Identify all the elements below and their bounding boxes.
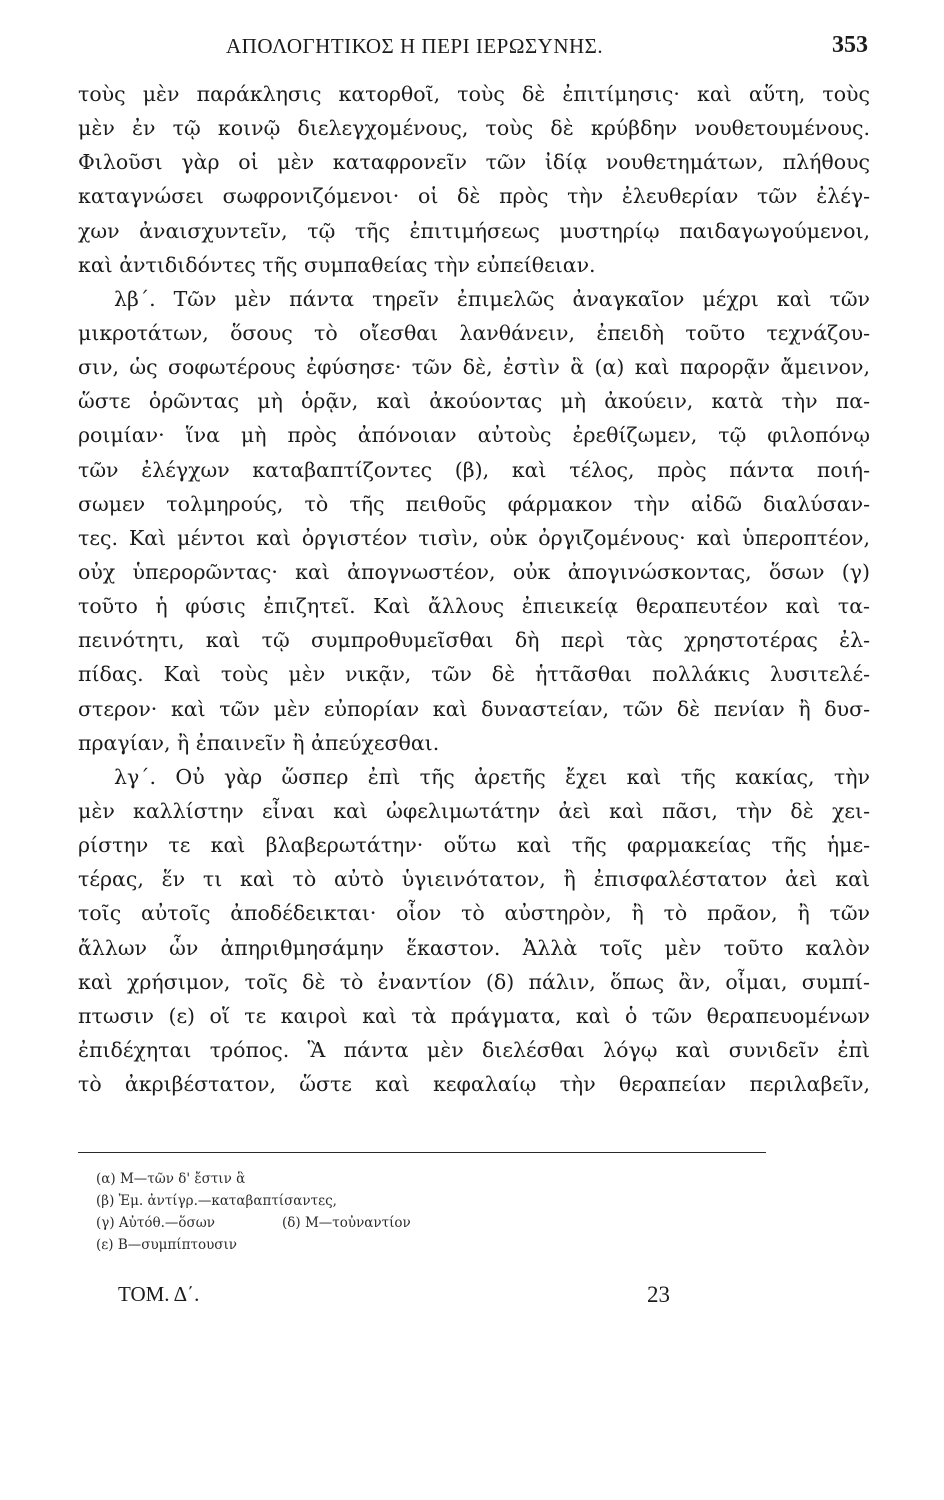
text-line: τες. Καὶ μέντοι καὶ ὀργιστέον τισὶν, οὐκ ὀργιζομένους· καὶ ὑπεροπτέον, xyxy=(78,525,870,550)
body-text xyxy=(78,77,870,1101)
text-line: καταγνώσει σωφρονιζόμενοι· οἱ δὲ πρὸς τὴν ἐλευθερίαν τῶν ἐλέγ- xyxy=(78,184,870,209)
text-line: τοῦτο ἡ φύσις ἐπιζητεῖ. Καὶ ἄλλους ἐπιεικείᾳ θεραπευτέον καὶ τα- xyxy=(78,594,870,619)
text-line: πτωσιν (ε) οἵ τε καιροὶ καὶ τὰ πράγματα, καὶ ὁ τῶν θεραπευομένων xyxy=(78,1003,870,1028)
volume-signature: ΤΟΜ. Δ΄. xyxy=(118,1282,200,1306)
text-line: ρίστην τε καὶ βλαβερωτάτην· οὕτω καὶ τῆς φαρμακείας τῆς ἡμε- xyxy=(78,833,870,858)
page-number: 353 xyxy=(832,32,868,58)
text-line: τέρας, ἕν τι καὶ τὸ αὐτὸ ὑγιεινότατον, ἢ ἐπισφαλέστατον ἀεὶ καὶ xyxy=(78,867,870,892)
text-line: σωμεν τολμηρούς, τὸ τῆς πειθοῦς φάρμακον τὴν αἰδῶ διαλύσαν- xyxy=(78,491,870,516)
footnote-rule xyxy=(78,1152,766,1153)
running-title: ΑΠΟΛΟΓΗΤΙΚΟΣ Η ΠΕΡΙ ΙΕΡΩΣΥΝΗΣ. xyxy=(226,34,604,58)
text-line: στερον· καὶ τῶν μὲν εὐπορίαν καὶ δυναστείαν, τῶν δὲ πενίαν ἢ δυσ- xyxy=(78,696,870,721)
text-line: ἐπιδέχηται τρόπος. Ἃ πάντα μὲν διελέσθαι λόγῳ καὶ συνιδεῖν ἐπὶ xyxy=(78,1037,870,1062)
section-start-line: λβ΄. Τῶν μὲν πάντα τηρεῖν ἐπιμελῶς ἀναγκαῖον μέχρι καὶ τῶν xyxy=(114,286,870,311)
page-footer xyxy=(118,1282,670,1316)
text-line: ἄλλων ὧν ἀπηριθμησάμην ἕκαστον. Ἀλλὰ τοῖς μὲν τοῦτο καλὸν xyxy=(78,935,870,960)
text-line: τὸ ἀκριβέστατον, ὥστε καὶ κεφαλαίῳ τὴν θεραπείαν περιλαβεῖν, xyxy=(78,1072,870,1097)
text-line: Φιλοῦσι γὰρ οἱ μὲν καταφρονεῖν τῶν ἰδίᾳ νουθετημάτων, πλήθους xyxy=(78,150,870,175)
page-header xyxy=(78,30,868,70)
text-line: τῶν ἐλέγχων καταβαπτίζοντες (β), καὶ τέλος, πρὸς πάντα ποιή- xyxy=(78,457,870,482)
footnote-e: (ε) Β—συμπίπτουσιν xyxy=(96,1237,237,1253)
text-line: ὥστε ὁρῶντας μὴ ὁρᾷν, καὶ ἀκούοντας μὴ ἀκούειν, κατὰ τὴν πα- xyxy=(78,389,870,414)
signature-number: 23 xyxy=(647,1282,670,1307)
footnote-b: (β) Ἐμ. ἀντίγρ.—καταβαπτίσαντες, xyxy=(96,1193,337,1209)
text-line: πραγίαν, ἢ ἐπαινεῖν ἢ ἀπεύχεσθαι. xyxy=(78,730,440,755)
footnote-c: (γ) Αὐτόθ.—ὅσων xyxy=(96,1215,215,1231)
footnotes xyxy=(96,1168,616,1256)
text-line: καὶ ἀντιδιδόντες τῆς συμπαθείας τὴν εὐπείθειαν. xyxy=(78,252,596,277)
footnote-d: (δ) Μ—τοὐναντίον xyxy=(282,1215,411,1231)
text-line: χων ἀναισχυντεῖν, τῷ τῆς ἐπιτιμήσεως μυστηρίῳ παιδαγωγούμενοι, xyxy=(78,218,870,243)
text-line: μὲν ἐν τῷ κοινῷ διελεγχομένους, τοὺς δὲ κρύβδην νουθετουμένους. xyxy=(78,116,870,141)
text-line: οὐχ ὑπερορῶντας· καὶ ἀπογνωστέον, οὐκ ἀπογινώσκοντας, ὅσων (γ) xyxy=(78,559,870,584)
text-line: πεινότητι, καὶ τῷ συμπροθυμεῖσθαι δὴ περὶ τὰς χρηστοτέρας ἐλ- xyxy=(78,628,870,653)
text-line: καὶ χρήσιμον, τοῖς δὲ τὸ ἐναντίον (δ) πάλιν, ὅπως ἂν, οἶμαι, συμπί- xyxy=(78,969,870,994)
text-line: μὲν καλλίστην εἶναι καὶ ὠφελιμωτάτην ἀεὶ καὶ πᾶσι, τὴν δὲ χει- xyxy=(78,798,870,823)
text-line: τοῖς αὐτοῖς ἀποδέδεικται· οἷον τὸ αὐστηρὸν, ἢ τὸ πρᾶον, ἢ τῶν xyxy=(78,901,870,926)
text-line: τοὺς μὲν παράκλησις κατορθοῖ, τοὺς δὲ ἐπιτίμησις· καὶ αὕτη, τοὺς xyxy=(78,82,870,106)
text-line: μικροτάτων, ὅσους τὸ οἴεσθαι λανθάνειν, ἐπειδὴ τοῦτο τεχνάζου- xyxy=(78,320,870,345)
footnote-a: (α) Μ—τῶν δ' ἔστιν ἃ xyxy=(96,1171,246,1187)
section-start-line: λγ΄. Οὐ γὰρ ὥσπερ ἐπὶ τῆς ἀρετῆς ἔχει καὶ τῆς κακίας, τὴν xyxy=(114,764,870,789)
footnote-row xyxy=(96,1212,616,1234)
text-line: σιν, ὡς σοφωτέρους ἐφύσησε· τῶν δὲ, ἐστὶν ἃ (α) καὶ παρορᾷν ἄμεινον, xyxy=(78,355,870,380)
text-line: ροιμίαν· ἵνα μὴ πρὸς ἀπόνοιαν αὐτοὺς ἐρεθίζωμεν, τῷ φιλοπόνῳ xyxy=(78,423,870,448)
text-line: πίδας. Καὶ τοὺς μὲν νικᾷν, τῶν δὲ ἡττᾶσθαι πολλάκις λυσιτελέ- xyxy=(78,662,870,687)
